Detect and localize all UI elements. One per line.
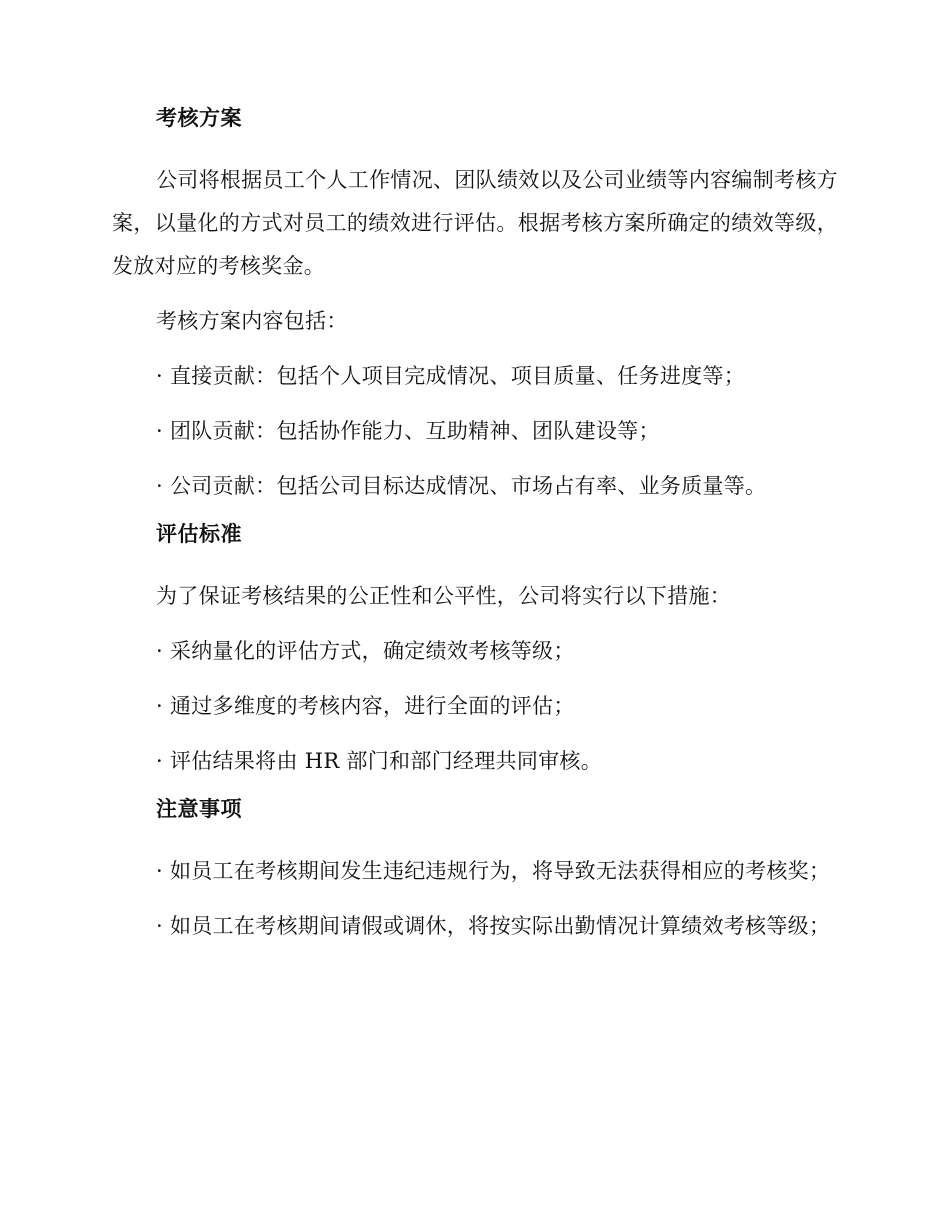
list-item: · 团队贡献：包括协作能力、互助精神、团队建设等； [156, 419, 660, 443]
list-item: · 如员工在考核期间发生违纪违规行为，将导致无法获得相应的考核奖； [156, 859, 831, 883]
paragraph: 考核方案内容包括： [156, 309, 348, 333]
list-item: · 如员工在考核期间请假或调休，将按实际出勤情况计算绩效考核等级； [156, 914, 831, 938]
list-item: · 评估结果将由 HR 部门和部门经理共同审核。 [156, 749, 603, 773]
list-item: · 直接贡献：包括个人项目完成情况、项目质量、任务进度等； [156, 364, 746, 388]
list-item: · 公司贡献：包括公司目标达成情况、市场占有率、业务质量等。 [156, 474, 767, 498]
list-item: · 采纳量化的评估方式，确定绩效考核等级； [156, 639, 575, 663]
paragraph: 公司将根据员工个人工作情况、团队绩效以及公司业绩等内容编制考核方案，以量化的方式对员工的绩效进行评估。根据考核方案所确定的绩效等级，发放对应的考核奖金。 [112, 168, 838, 278]
section-heading: 评估标准 [156, 522, 242, 546]
section-evaluation-criteria [112, 520, 838, 783]
document-page [112, 104, 838, 960]
section-assessment-plan [112, 104, 838, 508]
section-notes [112, 795, 838, 948]
section-heading: 注意事项 [156, 797, 242, 821]
section-heading: 考核方案 [156, 106, 242, 130]
list-item: · 通过多维度的考核内容，进行全面的评估； [156, 694, 575, 718]
paragraph: 为了保证考核结果的公正性和公平性，公司将实行以下措施： [156, 584, 732, 608]
